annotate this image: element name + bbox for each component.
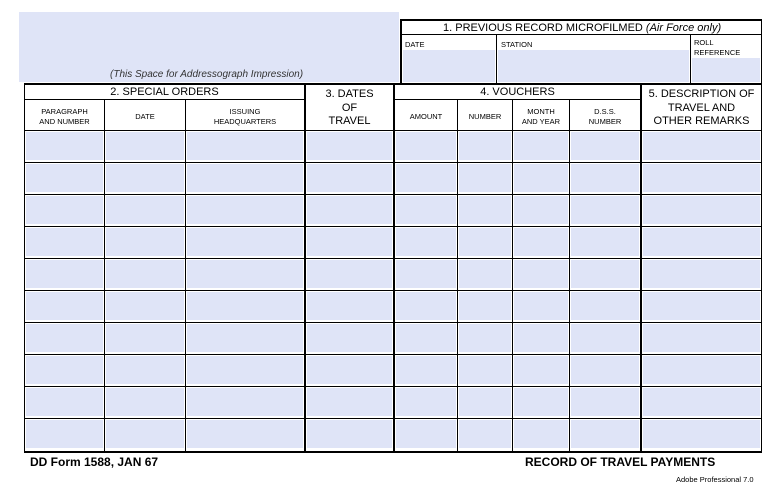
cell-dss-number[interactable] — [571, 292, 639, 320]
row-divider — [24, 354, 762, 355]
microfilm-title-italic: (Air Force only) — [645, 22, 722, 34]
cell-issuing-hq[interactable] — [187, 292, 303, 320]
col-amount-header: AMOUNT — [409, 112, 443, 121]
vouchers-title: 4. VOUCHERS — [480, 86, 555, 98]
cell-amount[interactable] — [396, 196, 456, 224]
microfilm-title-text: 1. PREVIOUS RECORD MICROFILMED — [443, 22, 646, 34]
dates-of-travel-line2: OF — [341, 102, 358, 114]
cell-dss-number[interactable] — [571, 164, 639, 192]
microfilm-station-field[interactable] — [498, 50, 689, 82]
cell-voucher-number[interactable] — [459, 356, 511, 384]
cell-dates-of-travel[interactable] — [307, 420, 392, 448]
cell-date[interactable] — [106, 388, 184, 416]
cell-amount[interactable] — [396, 356, 456, 384]
cell-issuing-hq[interactable] — [187, 388, 303, 416]
cell-voucher-number[interactable] — [459, 228, 511, 256]
cell-month-year[interactable] — [514, 132, 568, 160]
col-dss-line1: D.S.S. — [594, 107, 616, 116]
cell-dss-number[interactable] — [571, 324, 639, 352]
software-credit: Adobe Professional 7.0 — [676, 475, 754, 484]
row-divider — [24, 418, 762, 419]
cell-date[interactable] — [106, 196, 184, 224]
col-issuing-line1: ISSUING — [229, 107, 261, 116]
cell-amount[interactable] — [396, 420, 456, 448]
row-divider — [24, 290, 762, 291]
row-divider — [24, 386, 762, 387]
cell-dates-of-travel[interactable] — [307, 196, 392, 224]
row-divider — [24, 258, 762, 259]
cell-description[interactable] — [643, 324, 760, 352]
cell-description[interactable] — [643, 292, 760, 320]
cell-date[interactable] — [106, 164, 184, 192]
col-paragraph-line1: PARAGRAPH — [41, 107, 88, 116]
cell-dss-number[interactable] — [571, 132, 639, 160]
microfilm-roll-reference-field[interactable] — [692, 58, 760, 82]
cell-dss-number[interactable] — [571, 420, 639, 448]
cell-voucher-number[interactable] — [459, 324, 511, 352]
cell-paragraph[interactable] — [26, 228, 103, 256]
col-month-line2: AND YEAR — [521, 117, 561, 126]
cell-date[interactable] — [106, 260, 184, 288]
col-date-header: DATE — [135, 112, 155, 121]
description-line3: OTHER REMARKS — [653, 115, 750, 127]
cell-dates-of-travel[interactable] — [307, 324, 392, 352]
cell-month-year[interactable] — [514, 292, 568, 320]
cell-month-year[interactable] — [514, 324, 568, 352]
cell-issuing-hq[interactable] — [187, 132, 303, 160]
cell-description[interactable] — [643, 164, 760, 192]
cell-voucher-number[interactable] — [459, 132, 511, 160]
cell-dss-number[interactable] — [571, 356, 639, 384]
cell-amount[interactable] — [396, 292, 456, 320]
description-line1: 5. DESCRIPTION OF — [648, 88, 755, 100]
cell-description[interactable] — [643, 260, 760, 288]
cell-issuing-hq[interactable] — [187, 420, 303, 448]
special-orders-title: 2. SPECIAL ORDERS — [110, 86, 219, 98]
cell-month-year[interactable] — [514, 196, 568, 224]
cell-voucher-number[interactable] — [459, 260, 511, 288]
cell-paragraph[interactable] — [26, 164, 103, 192]
cell-month-year[interactable] — [514, 356, 568, 384]
row-divider — [24, 194, 762, 195]
cell-issuing-hq[interactable] — [187, 196, 303, 224]
cell-amount[interactable] — [396, 260, 456, 288]
cell-paragraph[interactable] — [26, 356, 103, 384]
cell-description[interactable] — [643, 356, 760, 384]
microfilm-roll-label: ROLL — [694, 38, 714, 47]
dates-of-travel-line3: TRAVEL — [328, 115, 371, 127]
row-divider — [24, 322, 762, 323]
cell-dates-of-travel[interactable] — [307, 164, 392, 192]
cell-date[interactable] — [106, 228, 184, 256]
cell-dss-number[interactable] — [571, 388, 639, 416]
col-number-header: NUMBER — [468, 112, 502, 121]
cell-description[interactable] — [643, 228, 760, 256]
cell-amount[interactable] — [396, 388, 456, 416]
col-month-line1: MONTH — [527, 107, 555, 116]
dates-of-travel-line1: 3. DATES — [325, 88, 374, 100]
cell-date[interactable] — [106, 292, 184, 320]
cell-voucher-number[interactable] — [459, 292, 511, 320]
cell-dates-of-travel[interactable] — [307, 356, 392, 384]
cell-dates-of-travel[interactable] — [307, 260, 392, 288]
cell-amount[interactable] — [396, 164, 456, 192]
description-line2: TRAVEL AND — [667, 102, 736, 114]
cell-description[interactable] — [643, 132, 760, 160]
cell-month-year[interactable] — [514, 388, 568, 416]
cell-description[interactable] — [643, 196, 760, 224]
cell-dss-number[interactable] — [571, 260, 639, 288]
cell-paragraph[interactable] — [26, 260, 103, 288]
cell-month-year[interactable] — [514, 260, 568, 288]
microfilm-date-label: DATE — [405, 40, 425, 49]
row-divider — [24, 226, 762, 227]
cell-voucher-number[interactable] — [459, 164, 511, 192]
cell-paragraph[interactable] — [26, 420, 103, 448]
microfilm-date-field[interactable] — [403, 50, 495, 82]
microfilm-title — [443, 22, 721, 35]
cell-date[interactable] — [106, 356, 184, 384]
cell-issuing-hq[interactable] — [187, 260, 303, 288]
cell-dates-of-travel[interactable] — [307, 132, 392, 160]
cell-amount[interactable] — [396, 324, 456, 352]
col-dss-line2: NUMBER — [588, 117, 622, 126]
cell-paragraph[interactable] — [26, 388, 103, 416]
cell-paragraph[interactable] — [26, 132, 103, 160]
cell-issuing-hq[interactable] — [187, 228, 303, 256]
cell-paragraph[interactable] — [26, 196, 103, 224]
cell-dates-of-travel[interactable] — [307, 292, 392, 320]
cell-description[interactable] — [643, 420, 760, 448]
cell-issuing-hq[interactable] — [187, 356, 303, 384]
microfilm-station-label: STATION — [501, 40, 533, 49]
cell-date[interactable] — [106, 132, 184, 160]
cell-month-year[interactable] — [514, 228, 568, 256]
cell-paragraph[interactable] — [26, 324, 103, 352]
cell-date[interactable] — [106, 420, 184, 448]
form-title: RECORD OF TRAVEL PAYMENTS — [525, 455, 716, 469]
cell-paragraph[interactable] — [26, 292, 103, 320]
addressograph-note: (This Space for Addressograph Impression) — [110, 69, 304, 80]
cell-amount[interactable] — [396, 132, 456, 160]
cell-month-year[interactable] — [514, 420, 568, 448]
cell-dss-number[interactable] — [571, 196, 639, 224]
cell-description[interactable] — [643, 388, 760, 416]
cell-dates-of-travel[interactable] — [307, 388, 392, 416]
cell-voucher-number[interactable] — [459, 420, 511, 448]
cell-month-year[interactable] — [514, 164, 568, 192]
row-divider — [24, 162, 762, 163]
cell-voucher-number[interactable] — [459, 388, 511, 416]
cell-amount[interactable] — [396, 228, 456, 256]
col-issuing-line2: HEADQUARTERS — [213, 117, 277, 126]
cell-issuing-hq[interactable] — [187, 164, 303, 192]
cell-voucher-number[interactable] — [459, 196, 511, 224]
cell-dss-number[interactable] — [571, 228, 639, 256]
microfilm-reference-label: REFERENCE — [694, 48, 741, 57]
cell-issuing-hq[interactable] — [187, 324, 303, 352]
form-number: DD Form 1588, JAN 67 — [30, 455, 159, 469]
col-paragraph-line2: AND NUMBER — [39, 117, 90, 126]
cell-dates-of-travel[interactable] — [307, 228, 392, 256]
cell-date[interactable] — [106, 324, 184, 352]
